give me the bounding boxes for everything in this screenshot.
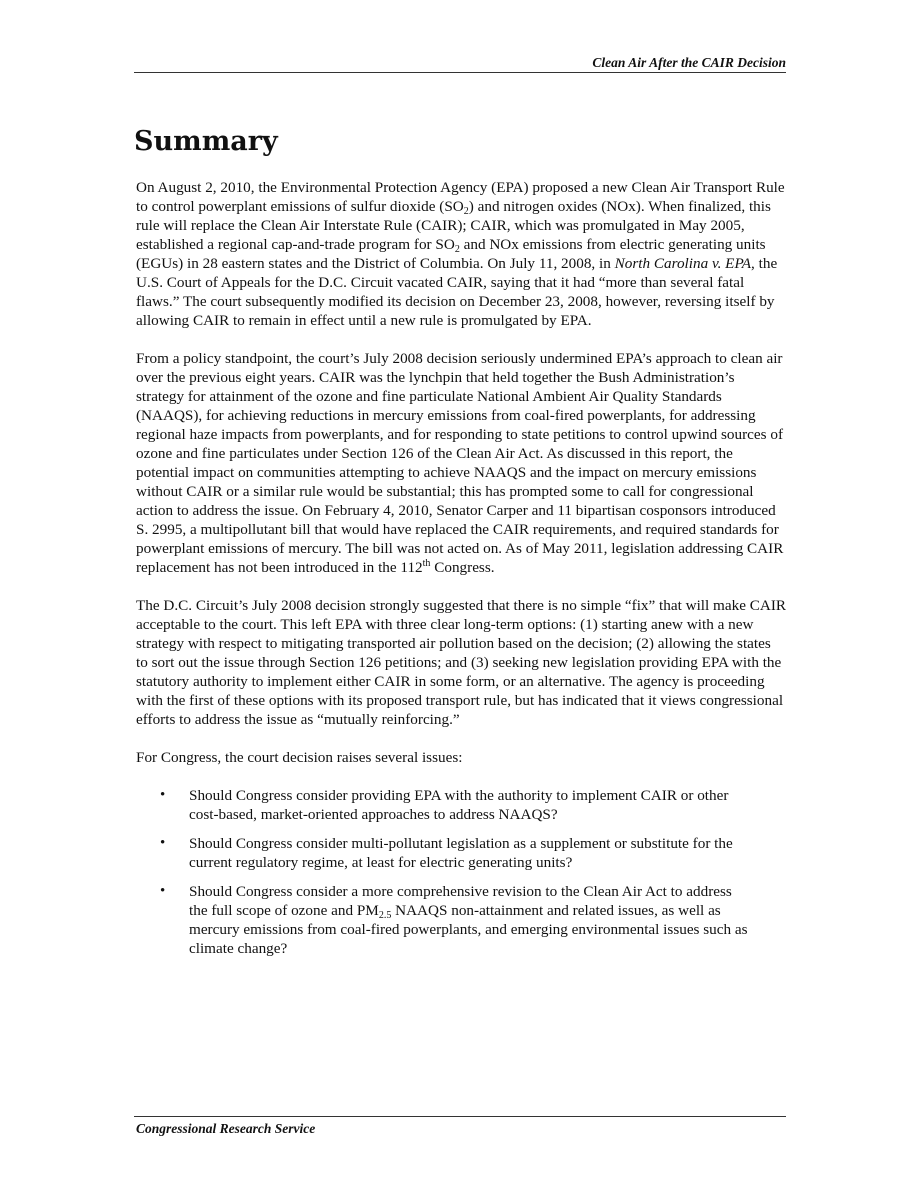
list-item — [136, 786, 749, 824]
paragraph-1 — [136, 178, 786, 330]
p2-text-a: From a policy standpoint, the court’s July 2008 decision seriously undermined EPA’s approach to clean air over the previous eight years. CAIR was the lynchpin that held together the Bush Administration’s strategy for attainment of the ozone and fine particulate National Ambient Air Quality Standards (NAAQS), for achieving reductions in mercury emissions from coal-fired powerplants, for addressing regional haze impacts from powerplants, and for responding to state petitions to control upwind sources of ozone and fine particulates under Section 126 of the Clean Air Act. As discussed in this report, the potential impact on communities attempting to achieve NAAQS and the impact on mercury emissions without CAIR or a similar rule would be substantial; this has prompted some to call for congressional action to address the issue. On February 4, 2010, Senator Carper and 11 bipartisan cosponsors introduced S. 2995, a multipollutant bill that would have replaced the CAIR requirements, and required standards for powerplant emissions of mercury. The bill was not acted on. As of May 2011, legislation addressing CAIR replacement has not been introduced in the 112 — [136, 350, 784, 576]
p1-text-a: On August 2, 2010, the Environmental Protection Agency (EPA) proposed a new Clean Air Transport Rule to control powerplant emissions of sulfur dioxide (SO — [136, 179, 785, 215]
list-item — [136, 834, 749, 872]
paragraph-3: The D.C. Circuit’s July 2008 decision strongly suggested that there is no simple “fix” that will make CAIR acceptable to the court. This left EPA with three clear long-term options: (1) starting anew with a new strategy with respect to mitigating transported air pollution based on the decision; (2) allowing the states to sort out the issue through Section 126 petitions; and (3) seeking new legislation providing EPA with the statutory authority to implement either CAIR in some form, or an alternative. The agency is proceeding with the first of these options with its proposed transport rule, but has indicated that it views congressional efforts to address the issue as “mutually reinforcing.” — [136, 597, 787, 728]
footer-publisher: Congressional Research Service — [136, 1121, 316, 1136]
b3-text-a: Should Congress consider a more comprehensive revision to the Clean Air Act to address the full scope of ozone and PM — [189, 883, 732, 919]
running-header: Clean Air After the CAIR Decision — [592, 55, 786, 70]
b3-subscript: 2.5 — [378, 910, 392, 921]
issues-list — [136, 786, 786, 958]
p1-text-d: , the U.S. Court of Appeals for the D.C. Circuit vacated CAIR, saying that it had “more than several fatal flaws.” The court subsequently modified its decision on December 23, 2008, however, reversing itself by allowing CAIR to remain in effect until a new rule is promulgated by EPA. — [136, 255, 778, 329]
p1-text-b: ) and nitrogen oxides (NOx). When finalized, this rule will replace the Clean Air Interstate Rule (CAIR); CAIR, which was promulgated in May 2005, established a regional cap-and-trade program for SO — [136, 198, 771, 253]
p1-text-c: and NOx emissions from electric generating units (EGUs) in 28 eastern states and the District of Columbia. On July 11, 2008, in — [136, 236, 766, 272]
header-rule — [134, 72, 786, 73]
bullet-icon: • — [160, 883, 166, 899]
p1-subscript-a: 2 — [463, 206, 469, 217]
bullet-text-3 — [189, 883, 748, 957]
summary-body — [136, 178, 786, 968]
list-item — [136, 882, 749, 958]
b3-text-b: NAAQS non-attainment and related issues, as well as mercury emissions from coal-fired powerplants, and emerging environmental issues such as climate change? — [189, 902, 748, 957]
paragraph-2 — [136, 349, 786, 577]
case-name: North Carolina v. EPA — [614, 255, 752, 272]
paragraph-4: For Congress, the court decision raises several issues: — [136, 749, 463, 766]
p1-subscript-b: 2 — [454, 244, 460, 255]
p2-text-b: Congress. — [430, 559, 495, 576]
section-title: Summary — [134, 126, 278, 157]
footer-rule — [134, 1116, 786, 1117]
bullet-icon: • — [160, 787, 166, 803]
bullet-icon: • — [160, 835, 166, 851]
bullet-text-2: Should Congress consider multi-pollutant legislation as a supplement or substitute for the current regulatory regime, at least for electric generating units? — [189, 835, 733, 871]
p2-superscript: th — [422, 558, 431, 569]
bullet-text-1: Should Congress consider providing EPA with the authority to implement CAIR or other cost-based, market-oriented approaches to address NAAQS? — [189, 787, 729, 823]
